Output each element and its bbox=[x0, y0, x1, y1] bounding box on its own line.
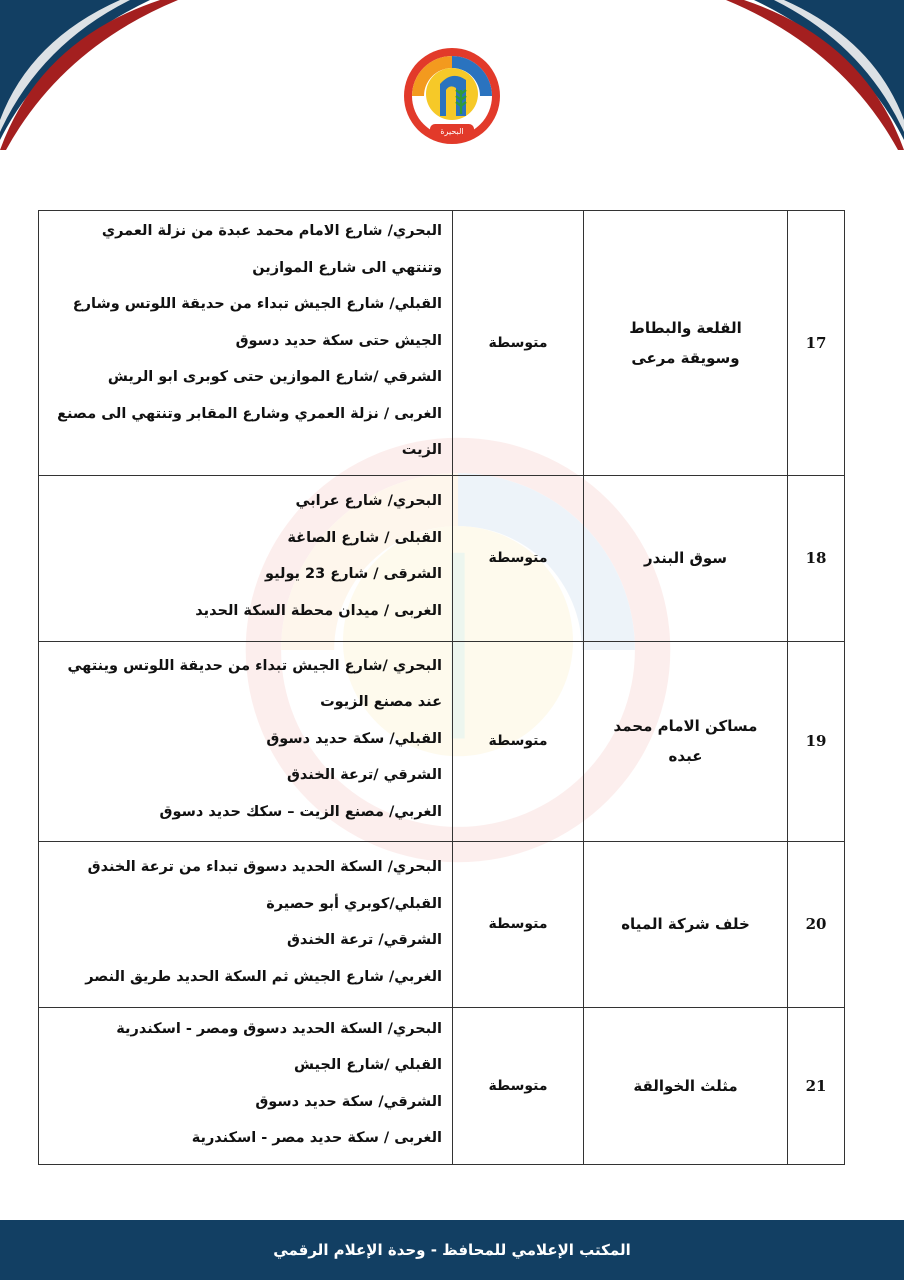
boundary-east: الشرقى / شارع 23 يوليو bbox=[265, 566, 442, 582]
row-number: 20 bbox=[788, 841, 845, 1007]
boundary-west: الغربي/ مصنع الزيت – سكك حديد دسوق bbox=[159, 803, 442, 820]
area-name: مثلث الخوالقة bbox=[584, 1007, 788, 1164]
boundary-east: الشرقي /شارع الموازين حتى كوبرى ابو الريش bbox=[107, 369, 442, 385]
table-row bbox=[39, 641, 845, 841]
boundary-south: القبلي/كوبري أبو حصيرة bbox=[266, 895, 442, 912]
row-number: 18 bbox=[788, 475, 845, 641]
row-number: 17 bbox=[788, 211, 845, 476]
boundary-north: البحري/ شارع الامام محمد عبدة من نزلة العمري وتنتهي الى شارع الموازين bbox=[101, 223, 442, 276]
table-row bbox=[39, 1007, 845, 1164]
boundaries-cell bbox=[39, 211, 453, 476]
boundary-east: الشرقي /ترعة الخندق bbox=[286, 767, 442, 784]
boundary-north: البحري/ شارع عرابي bbox=[295, 493, 442, 509]
logo-text: البحيرة bbox=[440, 127, 464, 136]
boundaries-cell bbox=[39, 841, 453, 1007]
row-number: 19 bbox=[788, 641, 845, 841]
governorate-logo-icon bbox=[400, 44, 504, 148]
boundary-east: الشرقي/ سكة حديد دسوق bbox=[255, 1093, 442, 1110]
boundaries-cell bbox=[39, 641, 453, 841]
area-name: مساكن الامام محمد عبده bbox=[584, 641, 788, 841]
level-value: متوسطة bbox=[453, 475, 584, 641]
boundaries-cell bbox=[39, 1007, 453, 1164]
table-row bbox=[39, 841, 845, 1007]
boundary-west: الغربى / نزلة العمري وشارع المقابر وتنتهي الى مصنع الزيت bbox=[57, 405, 442, 458]
boundaries-cell bbox=[39, 475, 453, 641]
footer-text: المكتب الإعلامي للمحافظ - وحدة الإعلام الرقمي bbox=[273, 1241, 631, 1259]
districts-table bbox=[38, 210, 845, 1165]
area-name: خلف شركة المياه bbox=[584, 841, 788, 1007]
boundary-south: القبلي/ سكة حديد دسوق bbox=[266, 730, 442, 747]
boundary-south: القبلي /شارع الجيش bbox=[294, 1057, 442, 1073]
table-row bbox=[39, 475, 845, 641]
boundary-north: البحري /شارع الجيش تبداء من حديقة اللوتس وينتهي عند مصنع الزيوت bbox=[67, 657, 442, 711]
boundary-north: البحري/ السكة الحديد دسوق ومصر - اسكندرية bbox=[116, 1020, 442, 1037]
boundary-south: القبلى / شارع الصاغة bbox=[287, 529, 442, 546]
boundary-west: الغربى / ميدان محطة السكة الحديد bbox=[195, 602, 442, 619]
boundary-east: الشرقي/ ترعة الخندق bbox=[286, 932, 442, 948]
page-footer bbox=[0, 1220, 904, 1280]
boundary-north: البحري/ السكة الحديد دسوق تبداء من ترعة الخندق bbox=[87, 859, 442, 875]
boundary-south: القبلي/ شارع الجيش تبداء من حديقة اللوتس وشارع الجيش حتى سكة حديد دسوق bbox=[72, 296, 442, 349]
page-header bbox=[0, 0, 904, 160]
level-value: متوسطة bbox=[453, 1007, 584, 1164]
row-number: 21 bbox=[788, 1007, 845, 1164]
boundary-west: الغربي/ شارع الجيش ثم السكة الحديد طريق النصر bbox=[85, 968, 442, 985]
boundary-west: الغربى / سكة حديد مصر - اسكندرية bbox=[191, 1130, 442, 1146]
level-value: متوسطة bbox=[453, 211, 584, 476]
level-value: متوسطة bbox=[453, 841, 584, 1007]
area-name: سوق البندر bbox=[584, 475, 788, 641]
table-row bbox=[39, 211, 845, 476]
area-name: القلعة والبطاط وسويقة مرعى bbox=[584, 211, 788, 476]
level-value: متوسطة bbox=[453, 641, 584, 841]
